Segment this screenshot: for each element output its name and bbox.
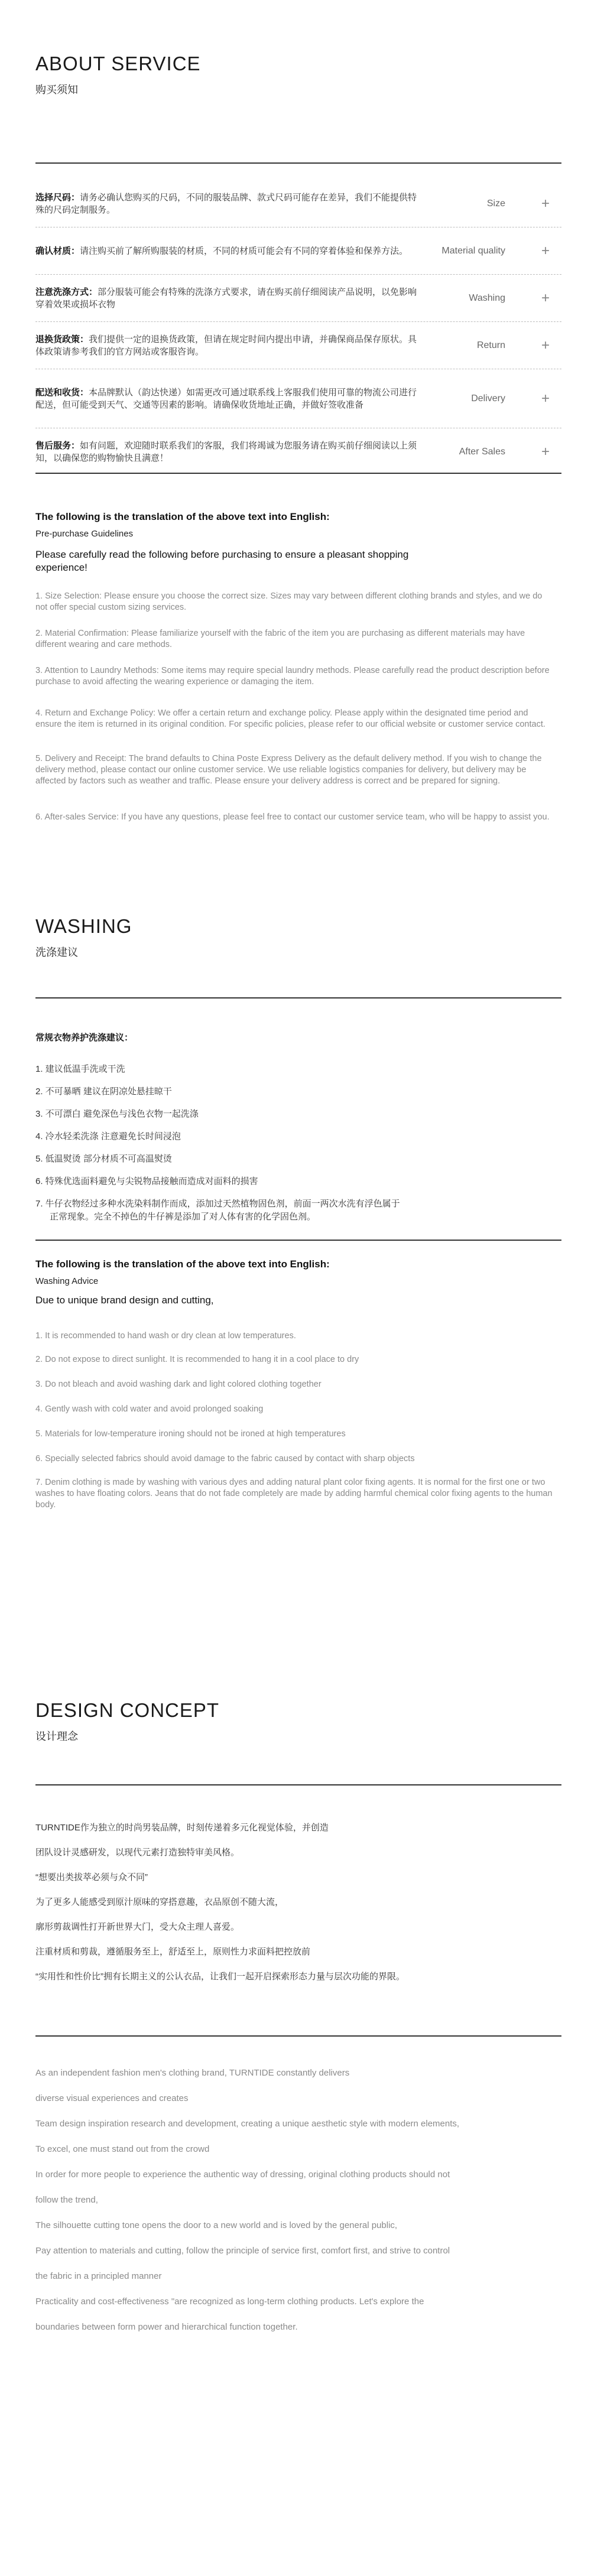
translation-subtitle: Washing Advice [35,1276,99,1286]
design-en-line: Team design inspiration research and development, creating a unique aesthetic style with modern elements, [35,2119,460,2129]
accordion-key: 售后服务： [35,441,80,451]
plus-icon[interactable]: + [541,337,550,353]
accordion-item-return[interactable] [35,322,561,369]
service-accordion [35,180,561,476]
accordion-body: 部分服装可能会有特殊的洗涤方式要求，请在购买前仔细阅读产品说明，以免影响穿着效果或损坏衣物 [35,287,417,310]
design-en-line: In order for more people to experience the authentic way of dressing, original clothing products should not [35,2170,450,2180]
translation-heading: The following is the translation of the above text into English: [35,1258,330,1270]
accordion-text [35,286,420,311]
section-divider [35,997,561,998]
section-divider [35,162,561,164]
guideline-paragraph: 3. Attention to Laundry Methods: Some items may require special laundry methods. Please carefully read the product description before purchase to avoid affecting the wearing experience or damaging the item. [35,666,550,687]
accordion-item-after-sales[interactable] [35,428,561,476]
accordion-text [35,386,420,411]
accordion-key: 注意洗涤方式： [35,287,98,297]
plus-icon[interactable]: + [541,195,550,212]
washing-cn-item-continued: 正常现象。完全不掉色的牛仔裤是添加了对人体有害的化学固色剂。 [50,1212,316,1222]
plus-icon[interactable]: + [541,290,550,306]
accordion-body: 请务必确认您购买的尺码，不同的服装品牌、款式尺码可能存在差异，我们不能提供特殊的尺码定制服务。 [35,192,417,215]
translation-intro: Please carefully read the following before purchasing to ensure a pleasant shopping experience! [35,549,409,573]
washing-en-item: 1. It is recommended to hand wash or dry clean at low temperatures. [35,1331,296,1341]
accordion-key: 配送和收货： [35,387,89,398]
accordion-body: 请注购买前了解所购服装的材质，不同的材质可能会有不同的穿着体验和保养方法。 [80,246,408,256]
design-en-line: As an independent fashion men's clothing brand, TURNTIDE constantly delivers [35,2068,350,2078]
design-en-line: The silhouette cutting tone opens the door to a new world and is loved by the general public, [35,2220,398,2230]
design-cn-line: 团队设计灵感研发，以现代元素打造独特审美风格。 [35,1848,240,1858]
section-subtitle: 洗涤建议 [35,947,78,958]
plus-icon[interactable]: + [541,390,550,406]
accordion-body: 我们提供一定的退换货政策，但请在规定时间内提出申请，并确保商品保存原状。具体政策请参考我们的官方网站或客服咨询。 [35,334,417,357]
washing-en-item: 6. Specially selected fabrics should avoid damage to the fabric caused by contact with sharp objects [35,1454,415,1463]
design-cn-line: 注重材质和剪裁，遵循服务至上，舒适至上，原则性力求面料把控放前 [35,1947,311,1957]
design-en-line: boundaries between form power and hierarchical function together. [35,2322,298,2332]
translation-subtitle: Pre-purchase Guidelines [35,529,134,539]
accordion-label: Size [486,198,505,209]
accordion-item-washing[interactable] [35,275,561,322]
section-title: ABOUT SERVICE [35,53,201,74]
guideline-paragraph: 6. After-sales Service: If you have any questions, please feel free to contact our customer service team, who will be happy to assist you. [35,812,550,822]
accordion-key: 确认材质： [35,246,80,256]
washing-cn-item: 1. 建议低温手洗或干洗 [35,1064,125,1074]
design-cn-line: 廓形剪裁调性打开新世界大门，受大众主理人喜爱。 [35,1922,240,1932]
accordion-text [35,440,420,464]
plus-icon[interactable]: + [541,444,550,460]
design-en-line: the fabric in a principled manner [35,2271,162,2281]
section-subtitle: 购买须知 [35,84,78,96]
washing-en-item: 2. Do not expose to direct sunlight. It is recommended to hang it in a cool place to dry [35,1355,359,1364]
design-cn-line: TURNTIDE作为独立的时尚男装品牌，时刻传递着多元化视觉体验，并创造 [35,1823,329,1833]
design-cn-line: “想要出类拔萃必须与众不同” [35,1872,148,1882]
section-divider [35,2035,561,2037]
accordion-label: Washing [469,292,505,303]
section-title: WASHING [35,915,132,937]
accordion-text [35,191,420,216]
design-en-line: follow the trend, [35,2195,98,2205]
washing-cn-item: 3. 不可漂白 避免深色与浅色衣物一起洗涤 [35,1109,199,1119]
accordion-label: After Sales [459,447,505,457]
design-cn-line: “实用性和性价比”拥有长期主义的公认衣品，让我们一起开启探索形态力量与层次功能的界限。 [35,1972,405,1982]
accordion-key: 选择尺码： [35,192,80,203]
design-en-line: Practicality and cost-effectiveness "are recognized as long-term clothing products. Let's explore the [35,2297,424,2307]
section-divider [35,473,561,474]
accordion-key: 退换货政策： [35,334,89,344]
design-concept-header [35,1699,219,1744]
guideline-paragraph: 5. Delivery and Receipt: The brand defaults to China Poste Express Delivery as the default delivery method. If you wish to change the delivery method, please contact our online customer service. We use reliable logistics companies for delivery, but delivery may be affected by factors such as weather and traffic. Please ensure your delivery address is correct and be prepared for signing. [35,754,542,786]
accordion-item-size[interactable] [35,180,561,227]
plus-icon[interactable]: + [541,242,550,259]
washing-cn-item: 2. 不可暴晒 建议在阴凉处悬挂晾干 [35,1087,172,1097]
accordion-text [35,333,420,358]
about-service-header [35,52,201,97]
guideline-paragraph: 4. Return and Exchange Policy: We offer a certain return and exchange policy. Please apply within the designated time period and ensure the item is returned in its original condition. For specific policies, please refer to our official website or customer service contact. [35,708,545,729]
section-title: DESIGN CONCEPT [35,1699,220,1721]
design-en-line: To excel, one must stand out from the crowd [35,2144,210,2154]
accordion-label: Delivery [471,393,505,404]
accordion-label: Return [476,340,505,350]
accordion-text [35,245,420,257]
accordion-body: 本品牌默认（韵达快递）如需更改可通过联系线上客服我们使用可靠的物流公司进行配送，但可能受到天气、交通等因素的影响。请确保收货地址正确，并做好签收准备 [35,387,417,410]
translation-intro: Due to unique brand design and cutting, [35,1294,214,1306]
washing-en-item: 4. Gently wash with cold water and avoid prolonged soaking [35,1404,264,1414]
washing-en-item: 5. Materials for low-temperature ironing should not be ironed at high temperatures [35,1429,346,1439]
section-divider [35,1240,561,1241]
design-en-line: diverse visual experiences and creates [35,2093,189,2103]
accordion-item-delivery[interactable] [35,369,561,428]
washing-cn-item: 6. 特殊优选面料避免与尖锐物品接触而造成对面料的损害 [35,1176,258,1186]
washing-cn-item: 4. 冷水轻柔洗涤 注意避免长时间浸泡 [35,1131,181,1141]
accordion-label: Material quality [441,245,505,256]
accordion-body: 如有问题，欢迎随时联系我们的客服，我们将竭诚为您服务请在购买前仔细阅读以上须知，以确保您的购物愉快且满意！ [35,441,417,463]
translation-heading: The following is the translation of the above text into English: [35,511,330,522]
guideline-paragraph: 1. Size Selection: Please ensure you choose the correct size. Sizes may vary between different clothing brands and styles, and we do not offer special custom sizing services. [35,591,543,612]
accordion-item-material[interactable] [35,227,561,275]
section-divider [35,1784,561,1785]
washing-cn-item: 5. 低温熨烫 部分材质不可高温熨烫 [35,1154,172,1164]
guideline-paragraph: 2. Material Confirmation: Please familiarize yourself with the fabric of the item you are purchasing as different materials may have different wearing and care methods. [35,629,525,649]
washing-cn-heading: 常规衣物养护洗涤建议： [35,1033,134,1043]
washing-en-item: 3. Do not bleach and avoid washing dark and light colored clothing together [35,1380,322,1389]
washing-en-item: 7. Denim clothing is made by washing with various dyes and adding natural plant color fixing agents. It is normal for the first one or two washes to have floating colors. Jeans that do not fade completely are made by adding harmful chemical color fixing agents to the human body. [35,1478,553,1510]
washing-header [35,915,132,960]
washing-cn-item: 7. 牛仔衣物经过多种水洗染料制作而成，添加过天然植物固色剂，前面一两次水洗有浮色属于 [35,1199,400,1209]
section-subtitle: 设计理念 [35,1731,78,1742]
design-cn-line: 为了更多人能感受到原汁原味的穿搭意趣，衣品原创不随大流， [35,1897,284,1907]
design-en-line: Pay attention to materials and cutting, follow the principle of service first, comfort first, and strive to control [35,2246,450,2256]
